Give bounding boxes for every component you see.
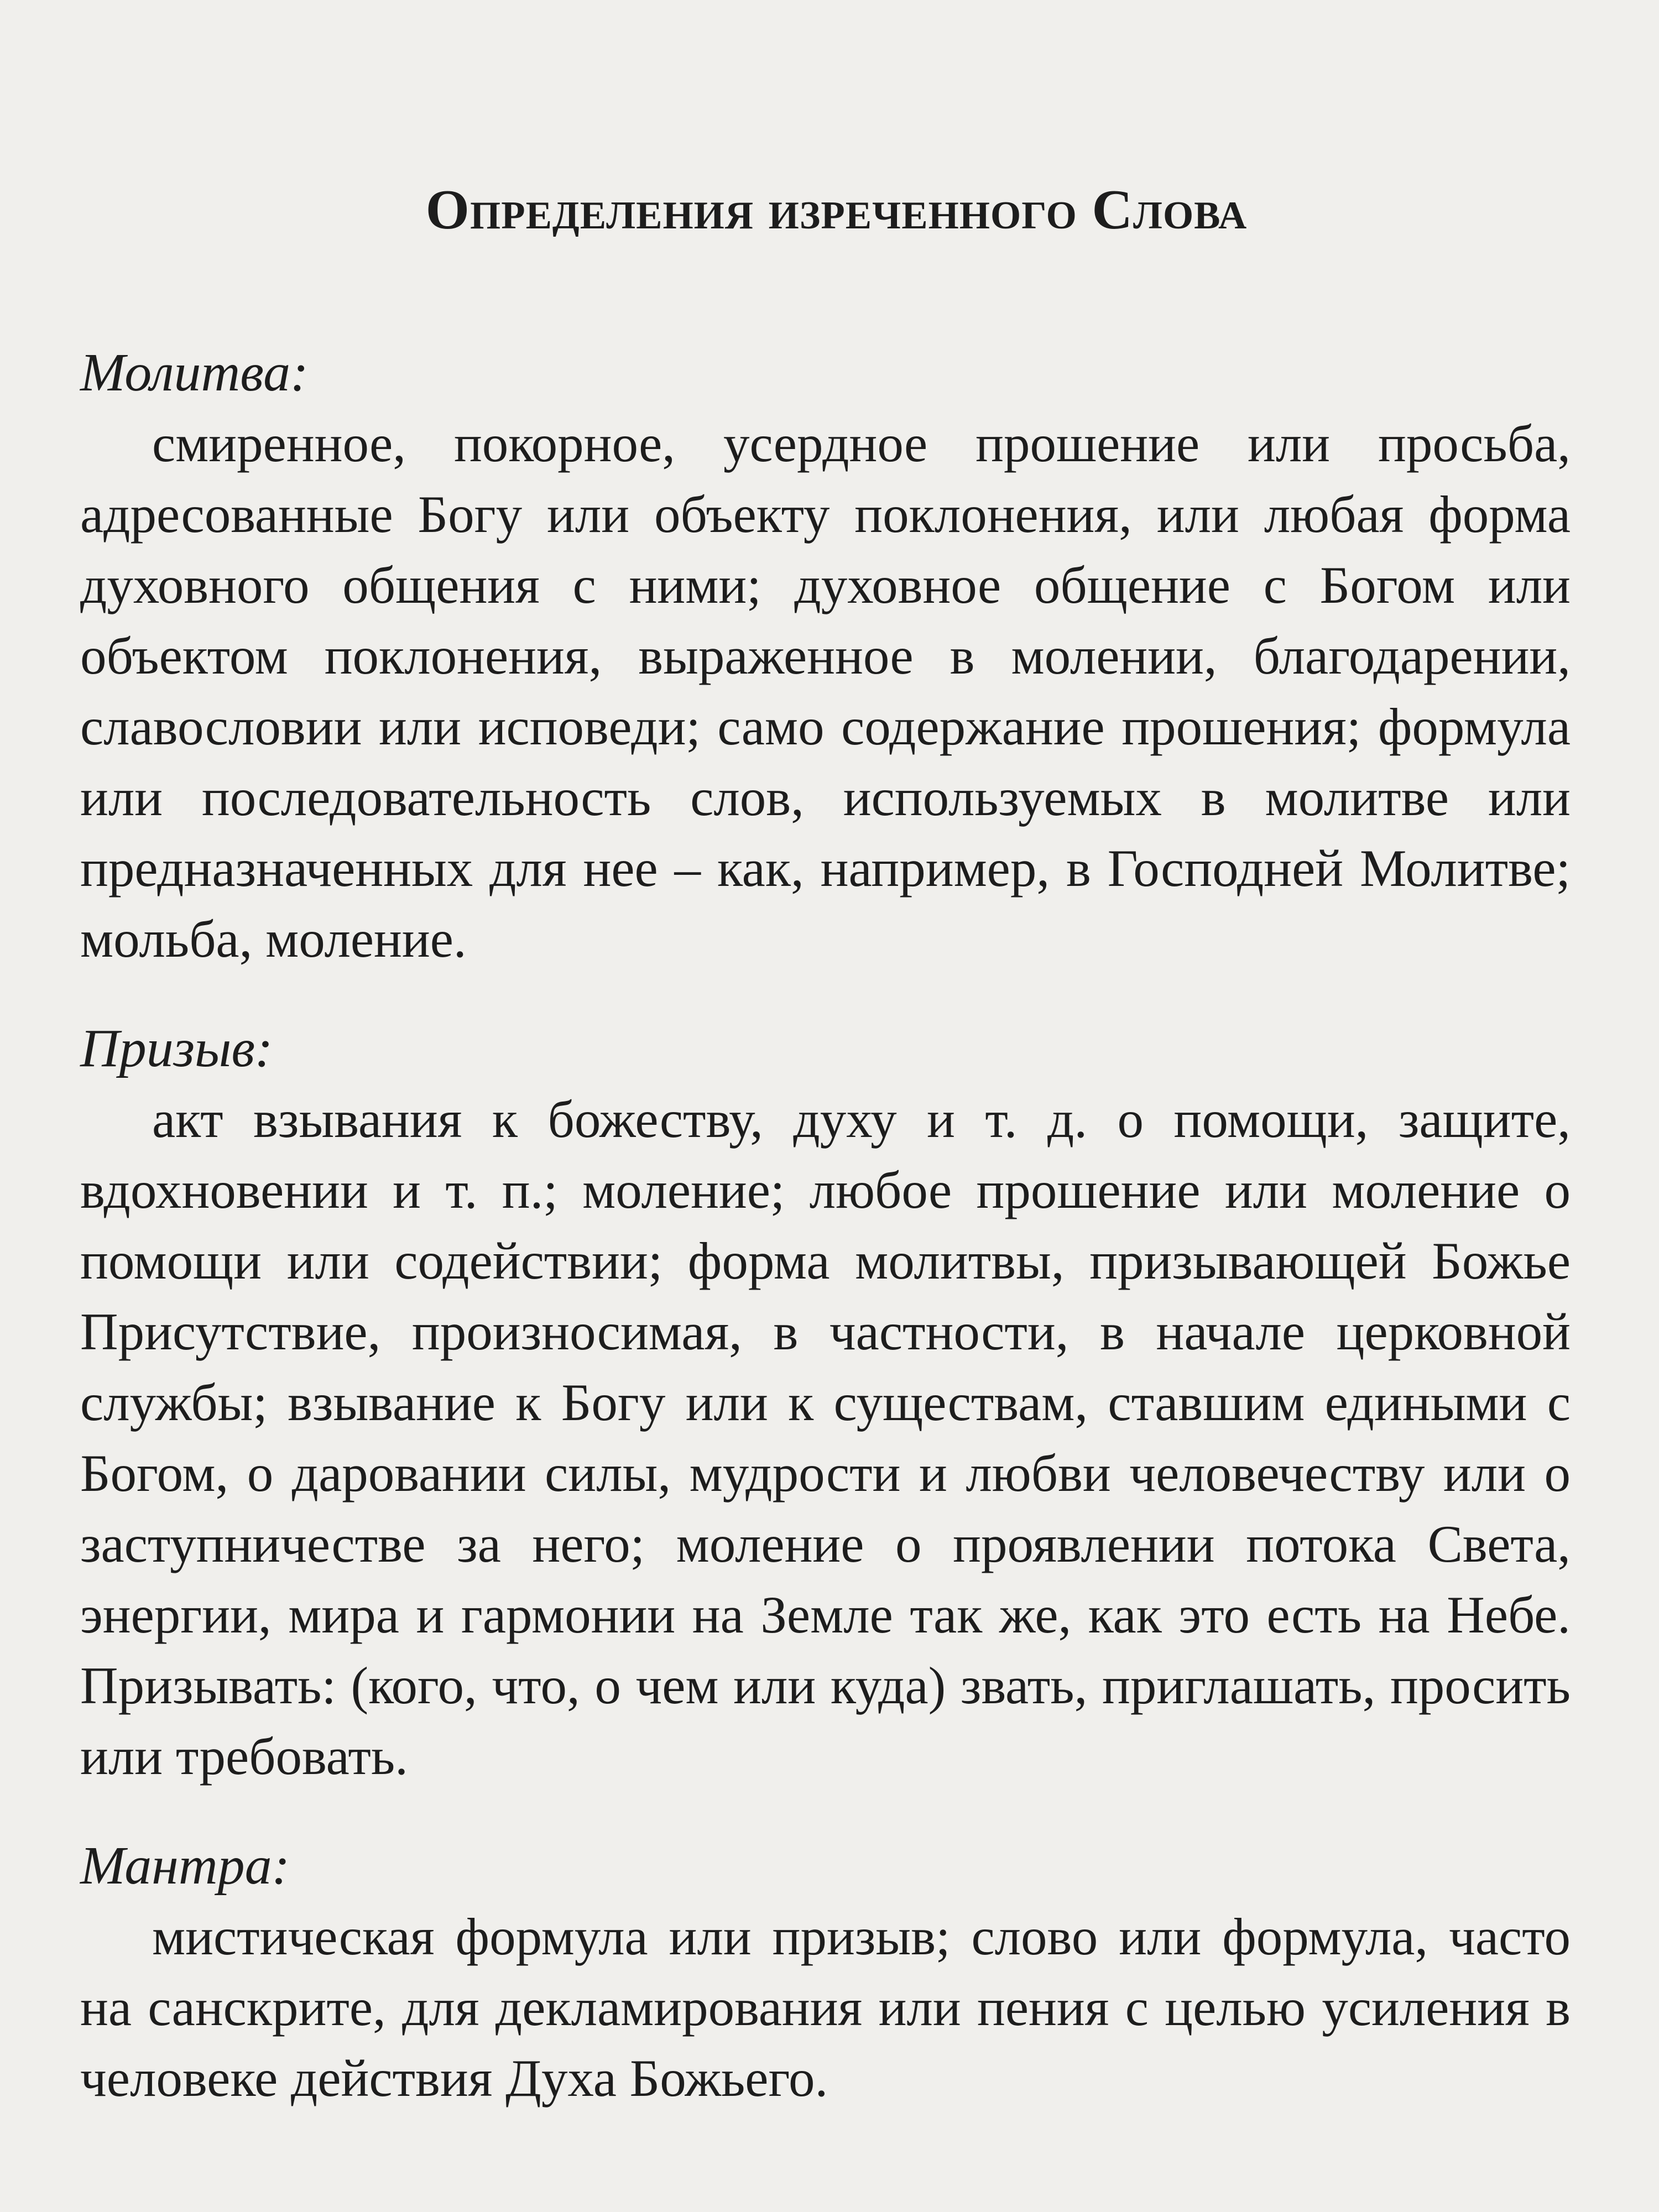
entry-invocation [80,1013,1571,1792]
term-definition: мистическая формула или призыв; слово или формула, часто на санскрите, для декламирования или пения с целью усиления в человеке действия Духа Божьего. [80,1907,1571,2107]
entry-mantra [80,1830,1571,2114]
entry-prayer [80,337,1571,974]
term-definition: смиренное, покорное, усердное прошение или просьба, адресованные Богу или объекту поклонения, или любая форма духовного общения с ними; духовное общение с Богом или объектом поклонения, выраженное в молении, благодарении, славословии или исповеди; само содержание прошения; формула или последовательность слов, используемых в молитве или предназначенных для нее – как, например, в Господней Молитве; мольба, моление. [80,414,1571,968]
term-heading: Молитва: [80,343,309,403]
term-heading: Мантра: [80,1836,290,1896]
term-heading: Призыв: [80,1019,273,1078]
term-definition: акт взывания к божеству, духу и т. д. о помощи, защите, вдохновении и т. п.; моление; любое прошение или моление о помощи или содействии; форма молитвы, призывающей Божье Присутствие, произносимая, в частности, в начале церковной службы; взывание к Богу или к существам, ставшим едиными с Богом, о даровании силы, мудрости и любви человечеству или о заступничестве за него; моление о проявлении потока Света, энергии, мира и гармонии на Земле так же, как это есть на Небе. Призывать: (кого, что, о чем или куда) звать, приглашать, просить или требовать. [80,1090,1571,1786]
page-title: Определения изреченного Слова [425,179,1248,241]
